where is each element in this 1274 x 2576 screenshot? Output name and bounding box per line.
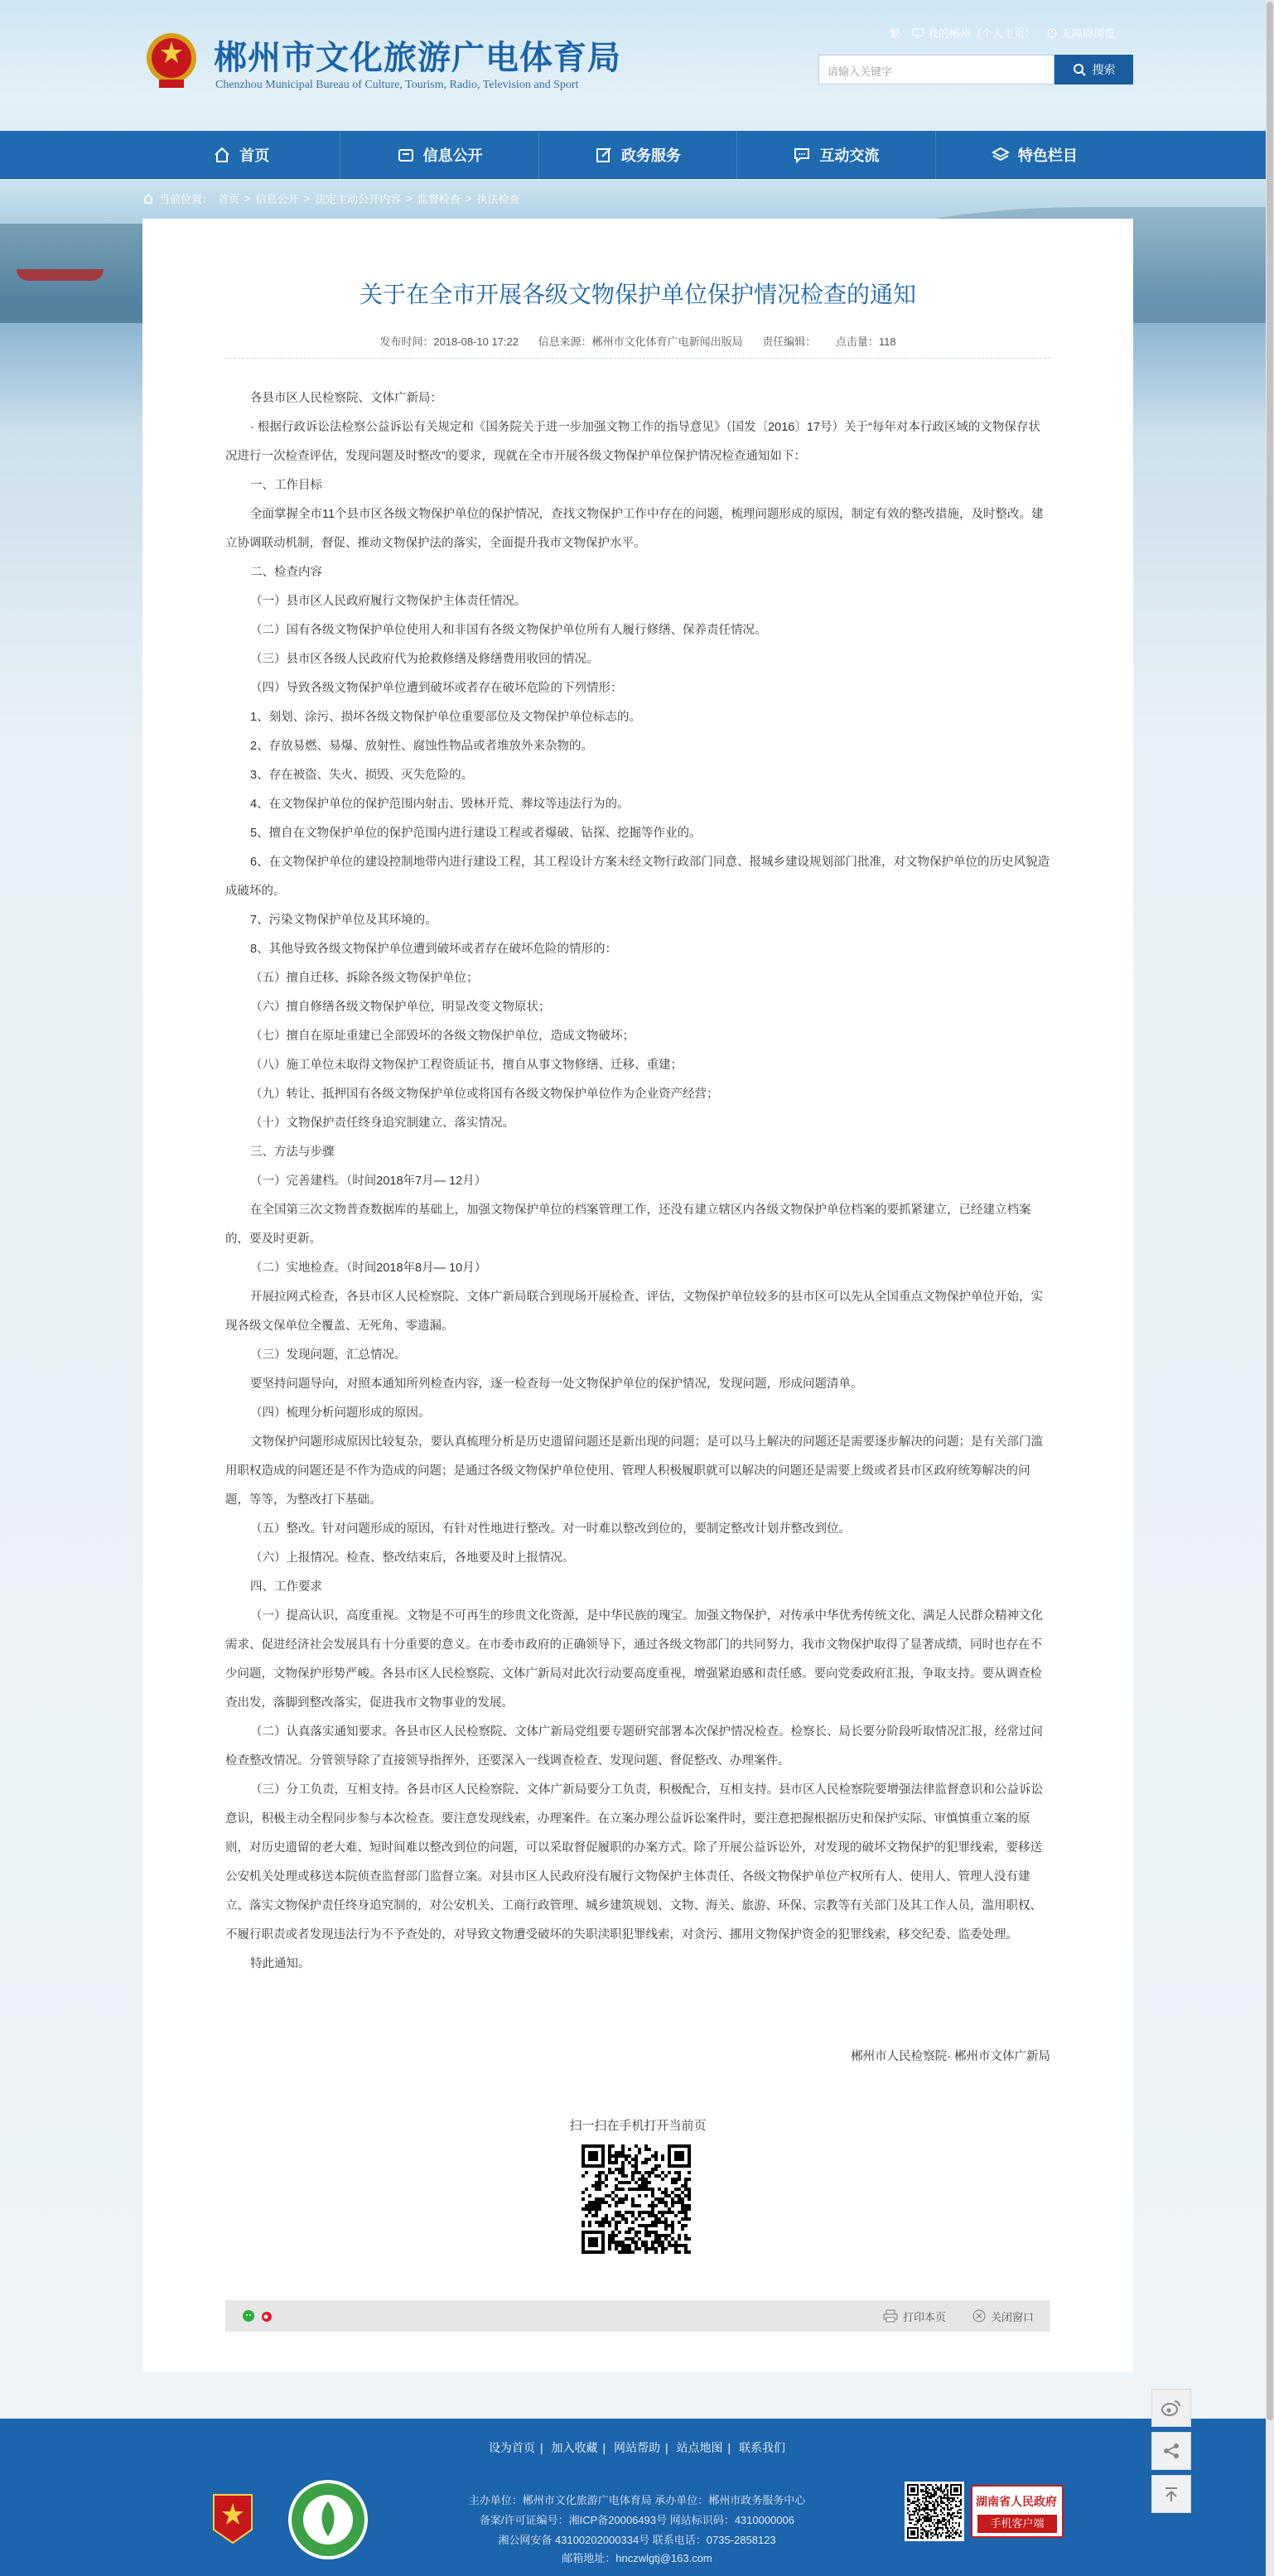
share-icon — [1162, 2442, 1180, 2460]
article-paragraph: 6、在文物保护单位的建设控制地带内进行建设工程，其工程设计方案未经文物行政部门同意、报城乡建设规划部门批准，对文物保护单位的历史风貌造成破坏的。 — [225, 856, 1050, 898]
share-bar — [225, 2300, 1050, 2332]
national-emblem-icon — [142, 30, 200, 93]
article-paragraph: （三）县市区各级人民政府代为抢救修缮及修缮费用收回的情况。 — [250, 653, 599, 666]
article-paragraph: 7、污染文物保护单位及其环境的。 — [250, 914, 437, 927]
search-icon — [1073, 63, 1086, 76]
article-paragraph: （二）国有各级文物保护单位使用人和非国有各级文物保护单位所有人履行修缮、保养责任情况。 — [250, 624, 767, 637]
article-paragraph: （二）实地检查。（时间2018年8月— 10月） — [250, 1261, 487, 1275]
article-paragraph: （一）县市区人民政府履行文物保护主体责任情况。 — [250, 595, 527, 608]
back-to-top-button[interactable] — [1151, 2475, 1191, 2513]
close-icon — [972, 2309, 986, 2323]
site-header — [0, 0, 1274, 131]
share-float-button[interactable] — [1151, 2432, 1191, 2470]
scrollbar-thumb[interactable] — [1267, 2, 1273, 2420]
home-icon — [142, 193, 154, 205]
article-signature: 郴州市人民检察院· 郴州市文体广新局 — [851, 2050, 1050, 2063]
hunan-gov-app-badge[interactable]: 湖南省人民政府 手机客户端 — [971, 2485, 1064, 2538]
footer-qr-code — [905, 2482, 964, 2541]
breadcrumb-item-info[interactable]: 信息公开 — [255, 193, 299, 205]
accessibility-link[interactable]: 无障碍浏览 — [1047, 25, 1115, 41]
footer-links: 设为首页 | 加入收藏 | 网站帮助 | 站点地图 | 联系我们 — [488, 2441, 786, 2454]
nav-item-home[interactable]: 首页 — [142, 131, 340, 179]
search-button[interactable]: 搜索 — [1054, 55, 1133, 84]
footer-link-set-home[interactable]: 设为首页 — [488, 2441, 535, 2454]
site-subtitle: Chenzhou Municipal Bureau of Culture, Tourism, Radio, Television and Sport — [215, 79, 579, 91]
article-body — [225, 384, 1050, 1979]
qr-code-image — [907, 2484, 962, 2539]
article-meta — [142, 333, 1133, 349]
article-paragraph: 要坚持问题导向，对照本通知所列检查内容，逐一检查每一处文物保护单位的保护情况，发现问题，形成问题清单。 — [250, 1377, 863, 1391]
qr-label: 扫一扫在手机打开当前页 — [569, 2119, 707, 2133]
breadcrumb-item-public-content[interactable]: 法定主动公开内容 — [315, 193, 402, 205]
article-paragraph: 8、其他导致各级文物保护单位遭到破坏或者存在破坏危险的情形的： — [250, 943, 618, 956]
floating-toolbar — [1151, 2389, 1191, 2513]
editor: 责任编辑： — [762, 335, 817, 348]
article-paragraph: （八）施工单位未取得文物保护工程资质证书，擅自从事文物修缮、迁移、重建； — [250, 1059, 683, 1072]
salutation: 各县市区人民检察院、文体广新局： — [250, 392, 442, 405]
article-paragraph: （一）提高认识，高度重视。文物是不可再生的珍贵文化资源，是中华民族的瑰宝。加强文物保护，对传承中华优秀传统文化、满足人民群众精神文化需求、促进经济社会发展具有十分重要的意义。在市委市政府的正确领导下，通过各级文物部门的共同努力，我市文物保护取得了显著成绩，同时也存在不少问题，文物保护形势严峻。各县市区人民检察院、文体广新局对此次行动要高度重视，增强紧迫感和责任感。要向党委政府汇报，争取支持。要从调查检查出发，落脚到整改落实，促进我市文物事业的发展。 — [225, 1609, 1043, 1710]
nav-item-info-disclosure[interactable]: 信息公开 — [340, 131, 538, 179]
article-paragraph: （五）擅自迁移、拆除各级文物保护单位； — [250, 972, 479, 985]
monitor-icon — [912, 28, 924, 38]
arrow-up-icon — [1162, 2485, 1180, 2503]
article-paragraph: 二、检查内容 — [250, 566, 322, 579]
background-boat — [17, 269, 104, 281]
wechat-icon[interactable] — [242, 2309, 255, 2323]
chat-icon — [793, 146, 811, 164]
close-window-button[interactable]: 关闭窗口 — [972, 2308, 1034, 2324]
article-paragraph: （四）梳理分析问题形成的原因。 — [250, 1406, 431, 1420]
article-paragraph: 2、存放易燃、易爆、放射性、腐蚀性物品或者堆放外来杂物的。 — [250, 740, 594, 753]
article-container — [142, 219, 1133, 2372]
hit-count: 点击量：118 — [835, 335, 896, 348]
article-paragraph: （十）文物保护责任终身追究制建立、落实情况。 — [250, 1117, 514, 1130]
printer-icon — [883, 2309, 898, 2323]
nav-item-gov-service[interactable]: 政务服务 — [539, 131, 737, 179]
footer-email: 邮箱地址：hnczwlgtj@163.com — [562, 2552, 712, 2564]
footer-link-contact[interactable]: 联系我们 — [739, 2441, 786, 2454]
main-nav — [0, 131, 1274, 179]
share-icons — [242, 2309, 273, 2323]
article-title: 关于在全市开展各级文物保护单位保护情况检查的通知 — [359, 282, 916, 307]
weibo-icon[interactable] — [260, 2309, 273, 2323]
article-paragraph: 4、在文物保护单位的保护范围内射击、毁林开荒、葬坟等违法行为的。 — [250, 798, 630, 811]
article-paragraph: 在全国第三次文物普查数据库的基础上，加强文物保护单位的档案管理工作，还没有建立辖区内各级文物保护单位档案的要抓紧建立，已经建立档案的，要及时更新。 — [225, 1204, 1031, 1246]
article-paragraph: · 根据行政诉讼法检察公益诉讼有关规定和《国务院关于进一步加强文物工作的指导意见》（国发〔2016〕17号）关于“每年对本行政区域的文物保存状况进行一次检查评估，发现问题及时整改”的要求，现就在全市开展各级文物保护单位保护情况检查通知如下： — [225, 421, 1040, 463]
page-scrollbar[interactable] — [1266, 0, 1274, 2576]
footer-icp[interactable]: 备案/许可证编号：湘ICP备20006493号 网站标识码：4310000006 — [479, 2514, 795, 2526]
article-paragraph: （五）整改。针对问题形成的原因，有针对性地进行整改。对一时难以整改到位的，要制定整改计划并整改到位。 — [250, 1522, 851, 1536]
traditional-chinese-link[interactable]: 繁 — [890, 27, 901, 40]
folder-icon — [397, 146, 415, 164]
footer-sponsor: 主办单位：郴州市文化旅游广电体育局 承办单位：郴州市政务服务中心 — [468, 2494, 806, 2506]
info-source: 信息来源：郴州市文化体育广电新闻出版局 — [538, 335, 743, 348]
footer-link-help[interactable]: 网站帮助 — [614, 2441, 660, 2454]
article-paragraph: 全面掌握全市11个县市区各级文物保护单位的保护情况，查找文物保护工作中存在的问题，梳理问题形成的原因，制定有效的整改措施，及时整改。建立协调联动机制，督促、推动文物保护法的落实，全面提升我市文物保护水平。 — [225, 508, 1044, 550]
breadcrumb-item-home[interactable]: 首页 — [218, 193, 240, 205]
article-paragraph: （三）发现问题，汇总情况。 — [250, 1348, 407, 1362]
site-footer — [0, 2419, 1274, 2576]
my-chenzhou-link[interactable]: 我的郴州（个人主页） — [912, 25, 1035, 41]
search-input[interactable]: 请输入关键字 — [818, 55, 1054, 84]
layers-icon — [992, 146, 1010, 164]
article-paragraph: 3、存在被盗、失火、损毁、灭失危险的。 — [250, 769, 474, 782]
article-paragraph: 开展拉网式检查，各县市区人民检察院、文体广新局联合到现场开展检查、评估，文物保护单位较多的县市区可以先从全国重点文物保护单位开始，实现各级文保单位全覆盖、无死角、零遗漏。 — [225, 1290, 1043, 1333]
article-paragraph: 一、工作目标 — [250, 479, 322, 492]
article-paragraph: （六）擅自修缮各级文物保护单位，明显改变文物原状； — [250, 1001, 551, 1014]
article-paragraph: 三、方法与步骤 — [250, 1146, 335, 1159]
site-title[interactable]: 郴州市文化旅游广电体育局 — [214, 39, 621, 76]
article-paragraph: （六）上报情况。检查、整改结束后，各地要及时上报情况。 — [250, 1551, 575, 1565]
publish-date: 发布时间：2018-08-10 17:22 — [379, 335, 519, 348]
breadcrumb-item-supervision[interactable]: 监督检查 — [417, 193, 461, 205]
footer-link-favorite[interactable]: 加入收藏 — [551, 2441, 598, 2454]
qr-code-image — [582, 2144, 691, 2254]
article-paragraph: （一）完善建档。（时间2018年7月— 12月） — [250, 1175, 487, 1188]
article-paragraph: 文物保护问题形成原因比较复杂，要认真梳理分析是历史遗留问题还是新出现的问题；是可以马上解决的问题还是需要逐步解决的问题；是有关部门滥用职权造成的问题还是不作为造成的问题；是通过各级文物保护单位使用、管理人积极履职就可以解决的问题还是需要上级或者县市区政府统筹解决的问题，等等，为整改打下基础。 — [225, 1435, 1043, 1507]
article-paragraph: （三）分工负责，互相支持。各县市区人民检察院、文体广新局要分工负责，积极配合，互相支持。县市区人民检察院要增强法律监督意识和公益诉讼意识，积极主动全程同步参与本次检查。要注意发现线索，办理案件。在立案办理公益诉讼案件时，要注意把握根据历史和保护实际、审慎慎重立案的原则，对历史遗留的老大难、短时间难以整改到位的问题，可以采取督促履职的办案方式。除了开展公益诉讼外，对发现的破坏文物保护的犯罪线索，要移送公安机关处理或移送本院侦查监督部门监督立案。对县市区人民政府没有履行文物保护主体责任、各级文物保护单位产权所有人、使用人、管理人没有建立、落实文物保护责任终身追究制的，对公安机关、工商行政管理、城乡建筑规划、文物、海关、旅游、环保、宗教等有关部门及其工作人员，滥用职权、不履行职责或者发现违法行为不予查处的，对导致文物遭受破坏的失职渎职犯罪线索，对贪污、挪用文物保护资金的犯罪线索，移交纪委、监委处理。 — [225, 1783, 1043, 1942]
accessibility-icon — [1047, 28, 1057, 38]
footer-link-sitemap[interactable]: 站点地图 — [676, 2441, 723, 2454]
article-paragraph: （七）擅自在原址重建已全部毁坏的各级文物保护单位，造成文物破坏； — [250, 1030, 635, 1043]
article-paragraph: （九）转让、抵押国有各级文物保护单位或将国有各级文物保护单位作为企业资产经营； — [250, 1088, 719, 1101]
article-paragraph: 5、擅自在文物保护单位的保护范围内进行建设工程或者爆破、钻探、挖掘等作业的。 — [250, 827, 702, 840]
article-paragraph: 四、工作要求 — [250, 1580, 322, 1594]
nav-item-special-columns[interactable]: 特色栏目 — [936, 131, 1133, 179]
title-divider — [225, 358, 1050, 359]
breadcrumb-prefix: 当前位置： — [159, 193, 214, 205]
edit-icon — [595, 146, 613, 164]
nav-item-interaction[interactable]: 互动交流 — [737, 131, 935, 179]
article-paragraph: （二）认真落实通知要求。各县市区人民检察院、文体广新局党组要专题研究部署本次保护情况检查。检察长、局长要分阶段听取情况汇报，经常过问检查整改情况。分管领导除了直接领导指挥外，还要深入一线调查检查、发现问题、督促整改、办理案件。 — [225, 1725, 1043, 1768]
breadcrumb-item-enforcement[interactable]: 执法检查 — [476, 193, 520, 205]
footer-police-record[interactable]: 湘公网安备 43100202000334号 联系电话：0735-2858123 — [498, 2534, 776, 2546]
article-paragraph: （四）导致各级文物保护单位遭到破坏或者存在破坏危险的下列情形： — [250, 682, 623, 695]
breadcrumb: 当前位置： 首页 > 信息公开 > 法定主动公开内容 > 监督检查 > 执法检查 — [142, 191, 519, 206]
share-actions — [883, 2308, 1034, 2324]
home-icon — [213, 146, 231, 164]
article-paragraph: 1、刻划、涂污、损坏各级文物保护单位重要部位及文物保护单位标志的。 — [250, 711, 642, 724]
weibo-icon — [1161, 2399, 1182, 2417]
weibo-float-button[interactable] — [1151, 2389, 1191, 2427]
print-button[interactable]: 打印本页 — [883, 2308, 946, 2324]
top-links — [890, 25, 1115, 41]
article-paragraph: 特此通知。 — [250, 1957, 311, 1971]
